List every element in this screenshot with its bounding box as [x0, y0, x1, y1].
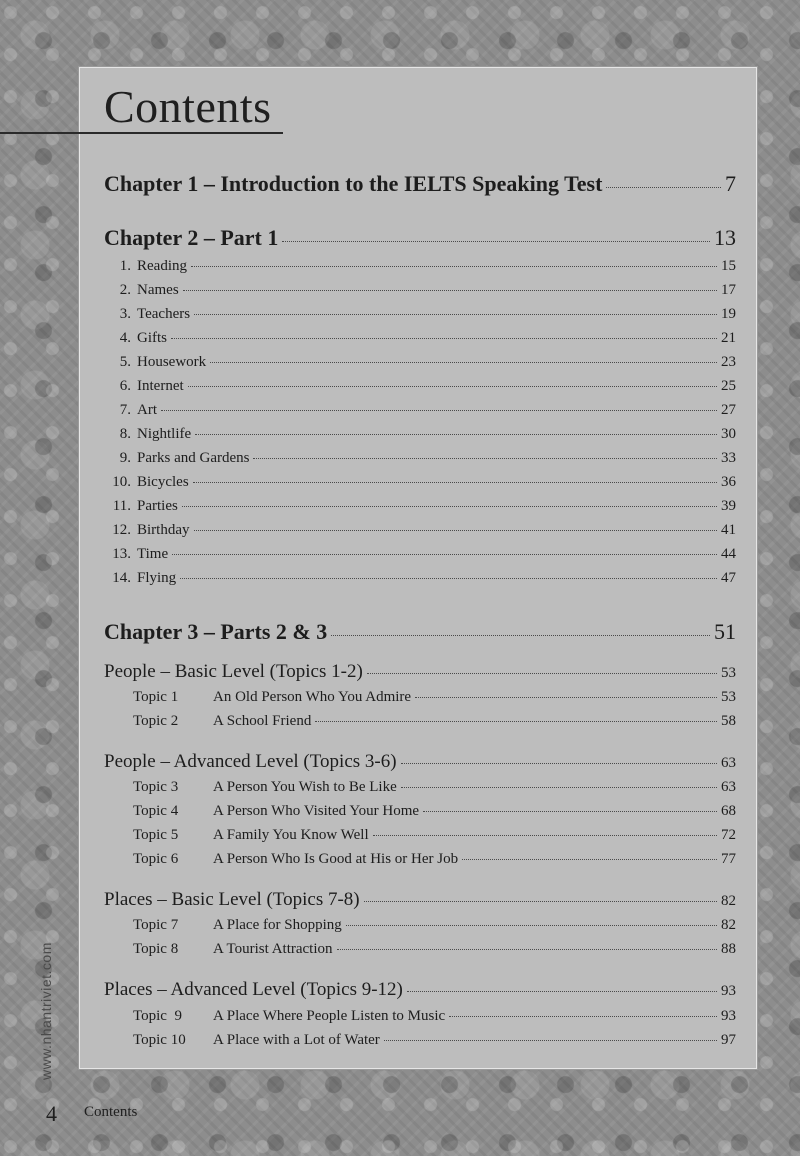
topic-number: Topic 6 — [133, 851, 179, 867]
topic-label: A Place with a Lot of Water — [213, 1032, 380, 1048]
leader-dots — [384, 1025, 717, 1041]
toc-item[interactable] — [110, 254, 736, 275]
toc-topic[interactable] — [133, 685, 736, 706]
toc-item[interactable] — [110, 326, 736, 347]
leader-dots — [401, 772, 717, 788]
topic-label: A Family You Know Well — [213, 827, 369, 843]
footer-section-label: Contents — [84, 1104, 138, 1120]
item-page: 30 — [721, 426, 736, 442]
item-page: 23 — [721, 354, 736, 370]
leader-dots — [191, 251, 717, 267]
section-label: Places – Advanced Level (Topics 9-12) — [104, 979, 403, 1000]
section-label: People – Basic Level (Topics 1-2) — [104, 661, 363, 682]
leader-dots — [194, 299, 717, 315]
topic-page: 97 — [721, 1032, 736, 1048]
item-label: Parties — [137, 498, 178, 514]
topic-page: 93 — [721, 1008, 736, 1024]
toc-item[interactable] — [110, 350, 736, 371]
item-page: 21 — [721, 330, 736, 346]
item-page: 19 — [721, 306, 736, 322]
item-label: Teachers — [137, 306, 191, 322]
item-label: Parks and Gardens — [137, 450, 250, 466]
toc-item[interactable] — [110, 566, 736, 587]
leader-dots — [367, 654, 717, 674]
item-page: 27 — [721, 402, 736, 418]
toc-topic[interactable] — [133, 709, 736, 730]
leader-dots — [315, 706, 717, 722]
topic-number: Topic 10 — [133, 1032, 186, 1048]
toc-topic[interactable] — [133, 1004, 736, 1025]
topic-number: Topic 7 — [133, 917, 179, 933]
toc-item[interactable] — [110, 446, 736, 467]
leader-dots — [253, 443, 717, 459]
toc-topic[interactable] — [133, 799, 736, 820]
topic-page: 72 — [721, 827, 736, 843]
footer-page-number: 4 — [46, 1101, 57, 1126]
topic-number: Topic 9 — [133, 1008, 182, 1024]
topic-label: An Old Person Who You Admire — [213, 689, 412, 705]
item-number: 9. — [119, 450, 131, 466]
topic-label: A Person You Wish to Be Like — [213, 779, 397, 795]
item-label: Nightlife — [137, 426, 192, 442]
topic-label: A School Friend — [213, 713, 312, 729]
toc-section[interactable] — [104, 657, 736, 683]
item-page: 47 — [721, 570, 736, 586]
toc-topic[interactable] — [133, 1028, 736, 1049]
leader-dots — [193, 467, 717, 483]
topic-label: A Person Who Visited Your Home — [213, 803, 420, 819]
toc-item[interactable] — [110, 494, 736, 515]
leader-dots — [346, 910, 717, 926]
leader-dots — [171, 323, 717, 339]
topic-label: A Tourist Attraction — [213, 941, 333, 957]
item-label: Names — [137, 282, 179, 298]
item-page: 15 — [721, 258, 736, 274]
section-page: 82 — [721, 893, 736, 909]
toc-item[interactable] — [110, 278, 736, 299]
item-number: 7. — [119, 402, 131, 418]
topic-label: A Place for Shopping — [213, 917, 342, 933]
topic-number: Topic 3 — [133, 779, 179, 795]
leader-dots — [449, 1001, 717, 1017]
topic-page: 63 — [721, 779, 736, 795]
section-page: 93 — [721, 983, 736, 999]
item-number: 6. — [119, 378, 131, 394]
item-number: 12. — [112, 522, 131, 538]
item-page: 33 — [721, 450, 736, 466]
toc-item[interactable] — [110, 518, 736, 539]
item-number: 10. — [112, 474, 131, 490]
leader-dots — [210, 347, 717, 363]
item-label: Reading — [137, 258, 187, 274]
item-page: 25 — [721, 378, 736, 394]
chapter-page: 7 — [725, 171, 736, 196]
toc-topic[interactable] — [133, 823, 736, 844]
item-page: 36 — [721, 474, 736, 490]
title-underline — [0, 132, 283, 134]
topic-page: 88 — [721, 941, 736, 957]
toc-section[interactable] — [104, 885, 736, 911]
toc-topic[interactable] — [133, 775, 736, 796]
item-label: Art — [137, 402, 157, 418]
leader-dots — [182, 491, 717, 507]
item-page: 39 — [721, 498, 736, 514]
leader-dots — [172, 539, 717, 555]
topic-number: Topic 8 — [133, 941, 179, 957]
leader-dots — [183, 275, 717, 291]
leader-dots — [331, 613, 710, 636]
item-number: 4. — [119, 330, 131, 346]
leader-dots — [180, 563, 717, 579]
topic-number: Topic 1 — [133, 689, 179, 705]
section-page: 63 — [721, 755, 736, 771]
item-label: Internet — [137, 378, 184, 394]
leader-dots — [407, 972, 717, 992]
toc-chapter-1[interactable] — [104, 168, 736, 197]
topic-page: 53 — [721, 689, 736, 705]
toc-item[interactable] — [110, 422, 736, 443]
leader-dots — [282, 219, 710, 242]
chapter-label: Chapter 2 – Part 1 — [104, 225, 279, 250]
leader-dots — [161, 395, 717, 411]
topic-label: A Place Where People Listen to Music — [213, 1008, 446, 1024]
topic-number: Topic 4 — [133, 803, 179, 819]
item-label: Bicycles — [137, 474, 189, 490]
page-title: Contents — [104, 81, 272, 132]
item-label: Birthday — [137, 522, 190, 538]
toc-item[interactable] — [110, 470, 736, 491]
item-page: 17 — [721, 282, 736, 298]
item-label: Housework — [137, 354, 207, 370]
toc-item[interactable] — [110, 302, 736, 323]
toc-topic[interactable] — [133, 937, 736, 958]
topic-label: A Person Who Is Good at His or Her Job — [213, 851, 459, 867]
item-number: 2. — [119, 282, 131, 298]
toc-topic[interactable] — [133, 913, 736, 934]
item-number: 11. — [112, 498, 131, 514]
leader-dots — [195, 419, 717, 435]
leader-dots — [373, 820, 717, 836]
chapter-page: 13 — [714, 225, 736, 250]
section-label: People – Advanced Level (Topics 3-6) — [104, 751, 397, 772]
toc-section[interactable] — [104, 975, 736, 1001]
toc-item[interactable] — [110, 374, 736, 395]
toc-item[interactable] — [110, 398, 736, 419]
chapter-label: Chapter 3 – Parts 2 & 3 — [104, 619, 328, 644]
item-number: 14. — [112, 570, 131, 586]
toc-chapter-3[interactable] — [104, 616, 736, 645]
topic-page: 58 — [721, 713, 736, 729]
item-number: 1. — [119, 258, 131, 274]
leader-dots — [462, 844, 717, 860]
section-page: 53 — [721, 665, 736, 681]
leader-dots — [364, 882, 717, 902]
topic-number: Topic 5 — [133, 827, 179, 843]
item-page: 41 — [721, 522, 736, 538]
topic-page: 77 — [721, 851, 736, 867]
section-label: Places – Basic Level (Topics 7-8) — [104, 889, 360, 910]
topic-page: 82 — [721, 917, 736, 933]
website-watermark: www.nhantriviet.com — [38, 942, 54, 1080]
item-number: 13. — [112, 546, 131, 562]
item-number: 8. — [119, 426, 131, 442]
toc-section[interactable] — [104, 747, 736, 773]
leader-dots — [188, 371, 717, 387]
item-label: Flying — [137, 570, 177, 586]
leader-dots — [401, 744, 717, 764]
chapter-label: Chapter 1 – Introduction to the IELTS Speaking Test — [104, 171, 603, 196]
leader-dots — [415, 682, 717, 698]
leader-dots — [606, 165, 721, 188]
topic-page: 68 — [721, 803, 736, 819]
item-number: 5. — [119, 354, 131, 370]
item-page: 44 — [721, 546, 736, 562]
topic-number: Topic 2 — [133, 713, 179, 729]
toc-chapter-2[interactable] — [104, 222, 736, 251]
toc-topic[interactable] — [133, 847, 736, 868]
item-label: Gifts — [137, 330, 167, 346]
item-number: 3. — [119, 306, 131, 322]
item-label: Time — [137, 546, 169, 562]
leader-dots — [337, 934, 717, 950]
chapter-page: 51 — [714, 619, 736, 644]
toc-item[interactable] — [110, 542, 736, 563]
leader-dots — [194, 515, 718, 531]
leader-dots — [423, 796, 717, 812]
